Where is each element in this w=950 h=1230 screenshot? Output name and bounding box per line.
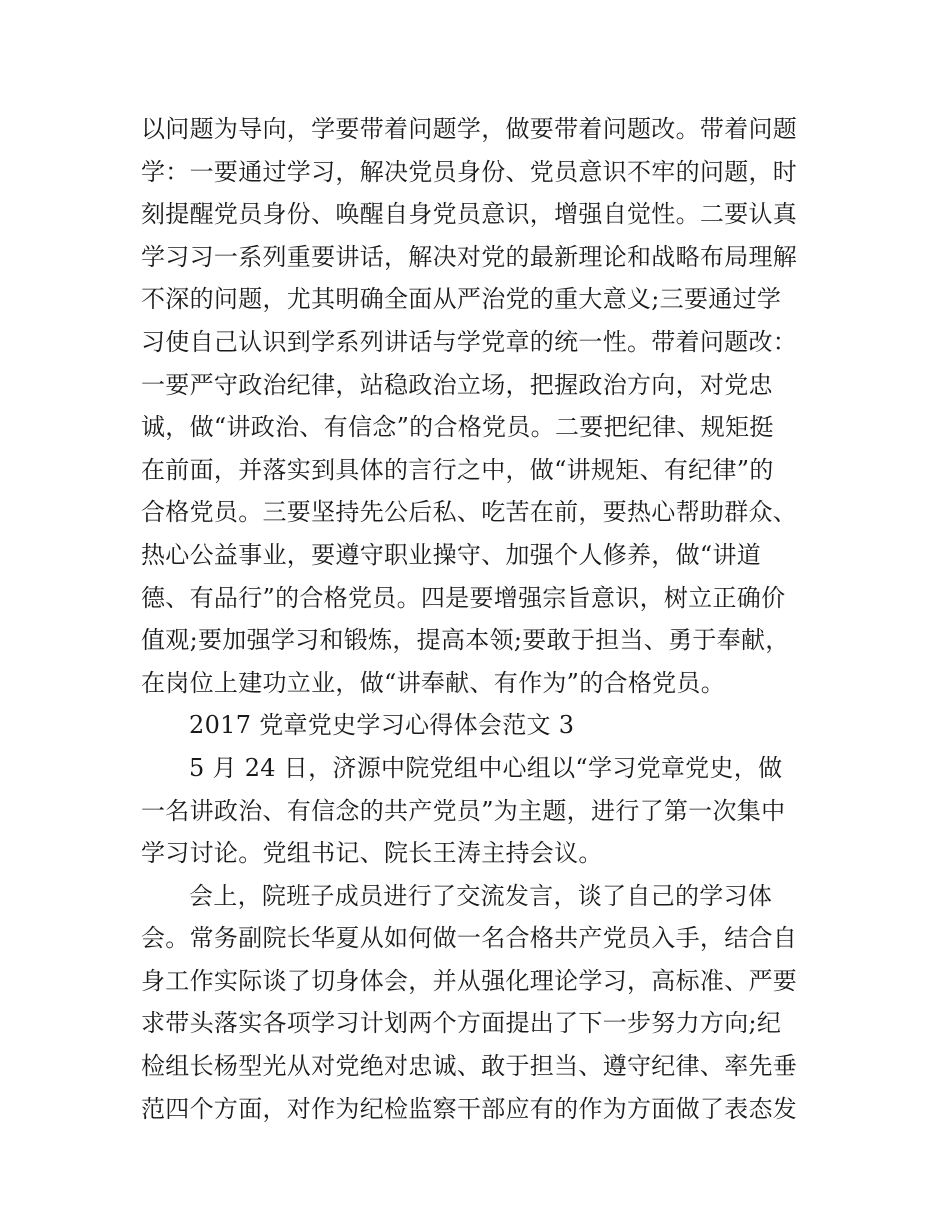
text-line: 范四个方面，对作为纪检监察干部应有的作为方面做了表态发 [141, 1094, 798, 1123]
text-line: 值观;要加强学习和锻炼，提高本领;要敢于担当、勇于奉献， [141, 626, 790, 655]
text-line: 不深的问题，尤其明确全面从严治党的重大意义;三要通过学 [141, 285, 782, 314]
text-line: 在岗位上建功立业，做“讲奉献、有作为”的合格党员。 [141, 668, 726, 697]
text-line: 学：一要通过学习，解决党员身份、党员意识不牢的问题，时 [141, 157, 798, 186]
text-line: 习使自己认识到学系列讲话与学党章的统一性。带着问题改： [141, 327, 798, 356]
text-line: 学习讨论。党组书记、院长王涛主持会议。 [141, 839, 603, 868]
text-line: 德、有品行”的合格党员。四是要增强宗旨意识，树立正确价 [141, 583, 786, 612]
text-line: 一名讲政治、有信念的共产党员”为主题，进行了第一次集中 [141, 796, 786, 825]
text-line: 一要严守政治纪律，站稳政治立场，把握政治方向，对党忠 [141, 370, 773, 399]
text-line: 热心公益事业，要遵守职业操守、加强个人修养，做“讲道 [141, 540, 762, 569]
text-line: 刻提醒党员身份、唤醒自身党员意识，增强自觉性。二要认真 [141, 200, 798, 229]
text-line: 学习习一系列重要讲话，解决对党的最新理论和战略布局理解 [141, 242, 798, 271]
text-line: 诚，做“讲政治、有信念”的合格党员。二要把纪律、规矩挺 [141, 413, 774, 442]
section-heading: 2017 党章党史学习心得体会范文 3 [189, 711, 575, 740]
text-line: 以问题为导向，学要带着问题学，做要带着问题改。带着问题 [141, 115, 798, 143]
text-line: 在前面，并落实到具体的言行之中，做“讲规矩、有纪律”的 [141, 455, 774, 484]
document-body [141, 108, 821, 1130]
text-line: 身工作实际谈了切身体会，并从强化理论学习，高标准、严要 [141, 966, 798, 995]
paragraph-first-line: 会上，院班子成员进行了交流发言，谈了自己的学习体 [189, 881, 773, 910]
text-line: 会。常务副院长华夏从如何做一名合格共产党员入手，结合自 [141, 924, 798, 953]
text-line: 合格党员。三要坚持先公后私、吃苦在前，要热心帮助群众、 [141, 498, 798, 527]
text-line: 检组长杨型光从对党绝对忠诚、敢于担当、遵守纪律、率先垂 [141, 1052, 798, 1081]
text-line: 求带头落实各项学习计划两个方面提出了下一步努力方向;纪 [141, 1009, 782, 1038]
paragraph-first-line: 5 月 24 日，济源中院党组中心组以“学习党章党史，做 [189, 753, 783, 782]
